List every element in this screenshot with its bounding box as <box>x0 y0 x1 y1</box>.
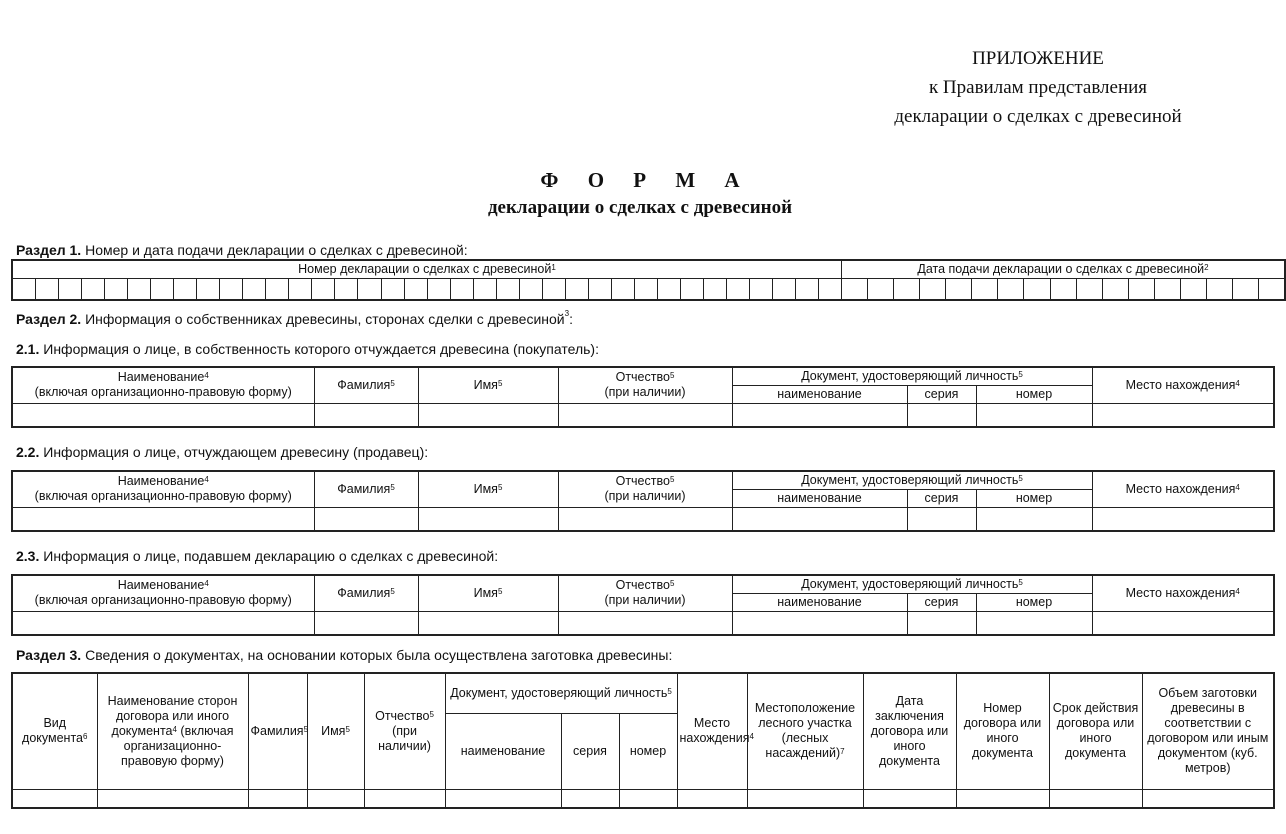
patronymic-header: Отчество$^5$ (при наличии) <box>558 575 732 611</box>
section1-label: Раздел 1. <box>16 242 82 258</box>
input-cell[interactable] <box>1092 403 1274 427</box>
digit-cell[interactable] <box>867 279 893 299</box>
first-name-header: Имя$^5$ <box>418 575 558 611</box>
digit-cell[interactable] <box>1023 279 1049 299</box>
digit-cell[interactable] <box>1076 279 1102 299</box>
input-cell[interactable] <box>12 507 314 531</box>
location-header: Место нахождения$^4$ <box>677 673 747 789</box>
doc-type-header: Вид документа$^6$ <box>12 673 97 789</box>
surname-header: Фамилия$^5$ <box>314 471 418 507</box>
volume-header: Объем заготовки древесины в соответствии с договором или иным документом (куб. метров) <box>1142 673 1274 789</box>
digit-cell[interactable] <box>311 279 334 299</box>
section2-text: Информация о собственниках древесины, сторонах сделки с древесиной <box>85 311 565 327</box>
digit-cell[interactable] <box>1102 279 1128 299</box>
input-cell[interactable] <box>314 403 418 427</box>
digit-cell[interactable] <box>795 279 818 299</box>
digit-cell[interactable] <box>242 279 265 299</box>
input-cell[interactable] <box>558 507 732 531</box>
identity-doc-header: Документ, удостоверяющий личность$^5$ <box>445 673 677 713</box>
input-cell[interactable] <box>558 403 732 427</box>
location-header: Место нахождения$^4$ <box>1092 471 1274 507</box>
digit-cell[interactable] <box>13 279 35 299</box>
digit-cell[interactable] <box>726 279 749 299</box>
doc-name-header: наименование <box>732 385 907 403</box>
first-name-header: Имя$^5$ <box>418 471 558 507</box>
input-cell[interactable] <box>248 789 307 808</box>
input-cell[interactable] <box>12 789 97 808</box>
digit-cell[interactable] <box>450 279 473 299</box>
input-cell[interactable] <box>1092 507 1274 531</box>
input-cell[interactable] <box>677 789 747 808</box>
digit-cell[interactable] <box>150 279 173 299</box>
section3-text: Сведения о документах, на основании которых была осуществлена заготовка древесины: <box>85 647 673 663</box>
input-cell[interactable] <box>976 403 1092 427</box>
digit-cell[interactable] <box>842 279 867 299</box>
input-cell[interactable] <box>732 507 907 531</box>
digit-cell[interactable] <box>542 279 565 299</box>
input-cell[interactable] <box>732 403 907 427</box>
first-name-header: Имя$^5$ <box>418 367 558 403</box>
contract-term-header: Срок действия договора или иного документа <box>1049 673 1142 789</box>
digit-cell[interactable] <box>404 279 427 299</box>
input-cell[interactable] <box>956 789 1049 808</box>
digit-cell[interactable] <box>58 279 81 299</box>
identity-doc-header: Документ, удостоверяющий личность$^5$ <box>732 575 1092 593</box>
digit-cell[interactable] <box>565 279 588 299</box>
appendix-line: к Правилам представления <box>928 77 1148 98</box>
surname-header: Фамилия$^5$ <box>248 673 307 789</box>
digit-cell[interactable] <box>519 279 542 299</box>
declaration-date-cells <box>842 278 1286 300</box>
input-cell[interactable] <box>12 611 314 635</box>
section3-table <box>11 672 1275 809</box>
section2-heading: Раздел 2. Информация о собственниках древесины, сторонах сделки с древесиной$^3$: <box>16 309 573 327</box>
digit-cell[interactable] <box>1232 279 1258 299</box>
declaration-number-cells <box>12 278 842 300</box>
patronymic-header: Отчество$^5$ (при наличии) <box>558 367 732 403</box>
input-cell[interactable] <box>561 789 619 808</box>
form-title <box>0 166 1280 222</box>
input-cell[interactable] <box>314 611 418 635</box>
digit-cell[interactable] <box>288 279 311 299</box>
doc-number-header: номер <box>976 385 1092 403</box>
input-cell[interactable] <box>747 789 863 808</box>
digit-cell[interactable] <box>611 279 634 299</box>
input-cell[interactable] <box>1142 789 1274 808</box>
location-header: Место нахождения$^4$ <box>1092 575 1274 611</box>
digit-cell[interactable] <box>127 279 150 299</box>
input-cell[interactable] <box>1092 611 1274 635</box>
input-cell[interactable] <box>907 403 976 427</box>
form-title-main: Ф О Р М А <box>540 168 752 192</box>
forest-location-header: Местоположение лесного участка (лесных насаждений)$^7$ <box>747 673 863 789</box>
digit-cell[interactable] <box>893 279 919 299</box>
doc-number-header: номер <box>976 489 1092 507</box>
digit-cell[interactable] <box>381 279 404 299</box>
input-cell[interactable] <box>307 789 364 808</box>
party-table <box>11 366 1275 428</box>
digit-cell[interactable] <box>104 279 127 299</box>
form-title-sub: декларации о сделках с древесиной <box>487 197 793 218</box>
doc-series-header: серия <box>907 385 976 403</box>
input-cell[interactable] <box>418 403 558 427</box>
declaration-number-header: Номер декларации о сделках с древесиной$^1$ <box>12 260 842 278</box>
input-cell[interactable] <box>12 403 314 427</box>
digit-cell[interactable] <box>749 279 772 299</box>
digit-cell[interactable] <box>219 279 242 299</box>
subsection-2-2-heading: 2.2. Информация о лице, отчуждающем древесину (продавец): <box>16 444 429 460</box>
digit-cell[interactable] <box>196 279 219 299</box>
digit-cell[interactable] <box>1206 279 1232 299</box>
digit-cell[interactable] <box>1128 279 1154 299</box>
name-header: Наименование$^4$ (включая организационно-правовую форму) <box>12 471 314 507</box>
patronymic-header: Отчество$^5$ (при наличии) <box>364 673 445 789</box>
digit-cell[interactable] <box>971 279 997 299</box>
section2-label: Раздел 2. <box>16 311 82 327</box>
patronymic-header: Отчество$^5$ (при наличии) <box>558 471 732 507</box>
digit-cell[interactable] <box>496 279 519 299</box>
digit-cell[interactable] <box>473 279 496 299</box>
subsection-2-3-heading: 2.3. Информация о лице, подавшем декларацию о сделках с древесиной: <box>16 548 499 564</box>
digit-cell[interactable] <box>357 279 380 299</box>
digit-cell[interactable] <box>997 279 1023 299</box>
digit-cell[interactable] <box>1050 279 1076 299</box>
identity-doc-header: Документ, удостоверяющий личность$^5$ <box>732 367 1092 385</box>
input-cell[interactable] <box>907 507 976 531</box>
digit-cell[interactable] <box>427 279 450 299</box>
input-cell[interactable] <box>418 611 558 635</box>
declaration-date-header: Дата подачи декларации о сделках с древесиной$^2$ <box>842 260 1286 278</box>
location-header: Место нахождения$^4$ <box>1092 367 1274 403</box>
parties-name-header: Наименование сторон договора или иного документа$^4$ (включая организационно-правовую форму) <box>97 673 248 789</box>
subsection-2-1-heading: 2.1. Информация о лице, в собственность которого отчуждается древесина (покупатель): <box>16 341 599 357</box>
name-header: Наименование$^4$ (включая организационно-правовую форму) <box>12 367 314 403</box>
digit-cell[interactable] <box>657 279 680 299</box>
digit-cell[interactable] <box>818 279 841 299</box>
input-cell[interactable] <box>445 789 561 808</box>
digit-cell[interactable] <box>919 279 945 299</box>
digit-cell[interactable] <box>772 279 795 299</box>
identity-doc-header: Документ, удостоверяющий личность$^5$ <box>732 471 1092 489</box>
digit-cell[interactable] <box>173 279 196 299</box>
input-cell[interactable] <box>1049 789 1142 808</box>
input-cell[interactable] <box>976 507 1092 531</box>
digit-cell[interactable] <box>680 279 703 299</box>
surname-header: Фамилия$^5$ <box>314 367 418 403</box>
doc-number-header: номер <box>619 713 677 789</box>
input-cell[interactable] <box>558 611 732 635</box>
input-cell[interactable] <box>863 789 956 808</box>
contract-number-header: Номер договора или иного документа <box>956 673 1049 789</box>
input-cell[interactable] <box>732 611 907 635</box>
digit-cell[interactable] <box>703 279 726 299</box>
doc-series-header: серия <box>907 489 976 507</box>
party-table <box>11 574 1275 636</box>
digit-cell[interactable] <box>265 279 288 299</box>
digit-cell[interactable] <box>81 279 104 299</box>
section3-heading <box>16 647 672 663</box>
input-cell[interactable] <box>364 789 445 808</box>
input-cell[interactable] <box>314 507 418 531</box>
section1-table <box>11 259 1286 301</box>
doc-series-header: серия <box>907 593 976 611</box>
appendix-line: декларации о сделках с древесиной <box>894 106 1182 127</box>
contract-date-header: Дата заключения договора или иного документа <box>863 673 956 789</box>
digit-cell[interactable] <box>588 279 611 299</box>
doc-number-header: номер <box>976 593 1092 611</box>
doc-series-header: серия <box>561 713 619 789</box>
doc-name-header: наименование <box>732 489 907 507</box>
digit-cell[interactable] <box>945 279 971 299</box>
input-cell[interactable] <box>97 789 248 808</box>
doc-name-header: наименование <box>732 593 907 611</box>
doc-name-header: наименование <box>445 713 561 789</box>
surname-header: Фамилия$^5$ <box>314 575 418 611</box>
section1-heading <box>16 242 468 258</box>
appendix-title: ПРИЛОЖЕНИЕ <box>972 48 1104 69</box>
input-cell[interactable] <box>619 789 677 808</box>
first-name-header: Имя$^5$ <box>307 673 364 789</box>
party-table <box>11 470 1275 532</box>
input-cell[interactable] <box>418 507 558 531</box>
digit-cell[interactable] <box>35 279 58 299</box>
digit-cell[interactable] <box>1258 279 1284 299</box>
digit-cell[interactable] <box>634 279 657 299</box>
digit-cell[interactable] <box>1154 279 1180 299</box>
input-cell[interactable] <box>976 611 1092 635</box>
section1-text: Номер и дата подачи декларации о сделках с древесиной: <box>85 242 468 258</box>
digit-cell[interactable] <box>334 279 357 299</box>
name-header: Наименование$^4$ (включая организационно-правовую форму) <box>12 575 314 611</box>
digit-cell[interactable] <box>1180 279 1206 299</box>
appendix-header <box>828 44 1248 131</box>
section3-label: Раздел 3. <box>16 647 82 663</box>
input-cell[interactable] <box>907 611 976 635</box>
